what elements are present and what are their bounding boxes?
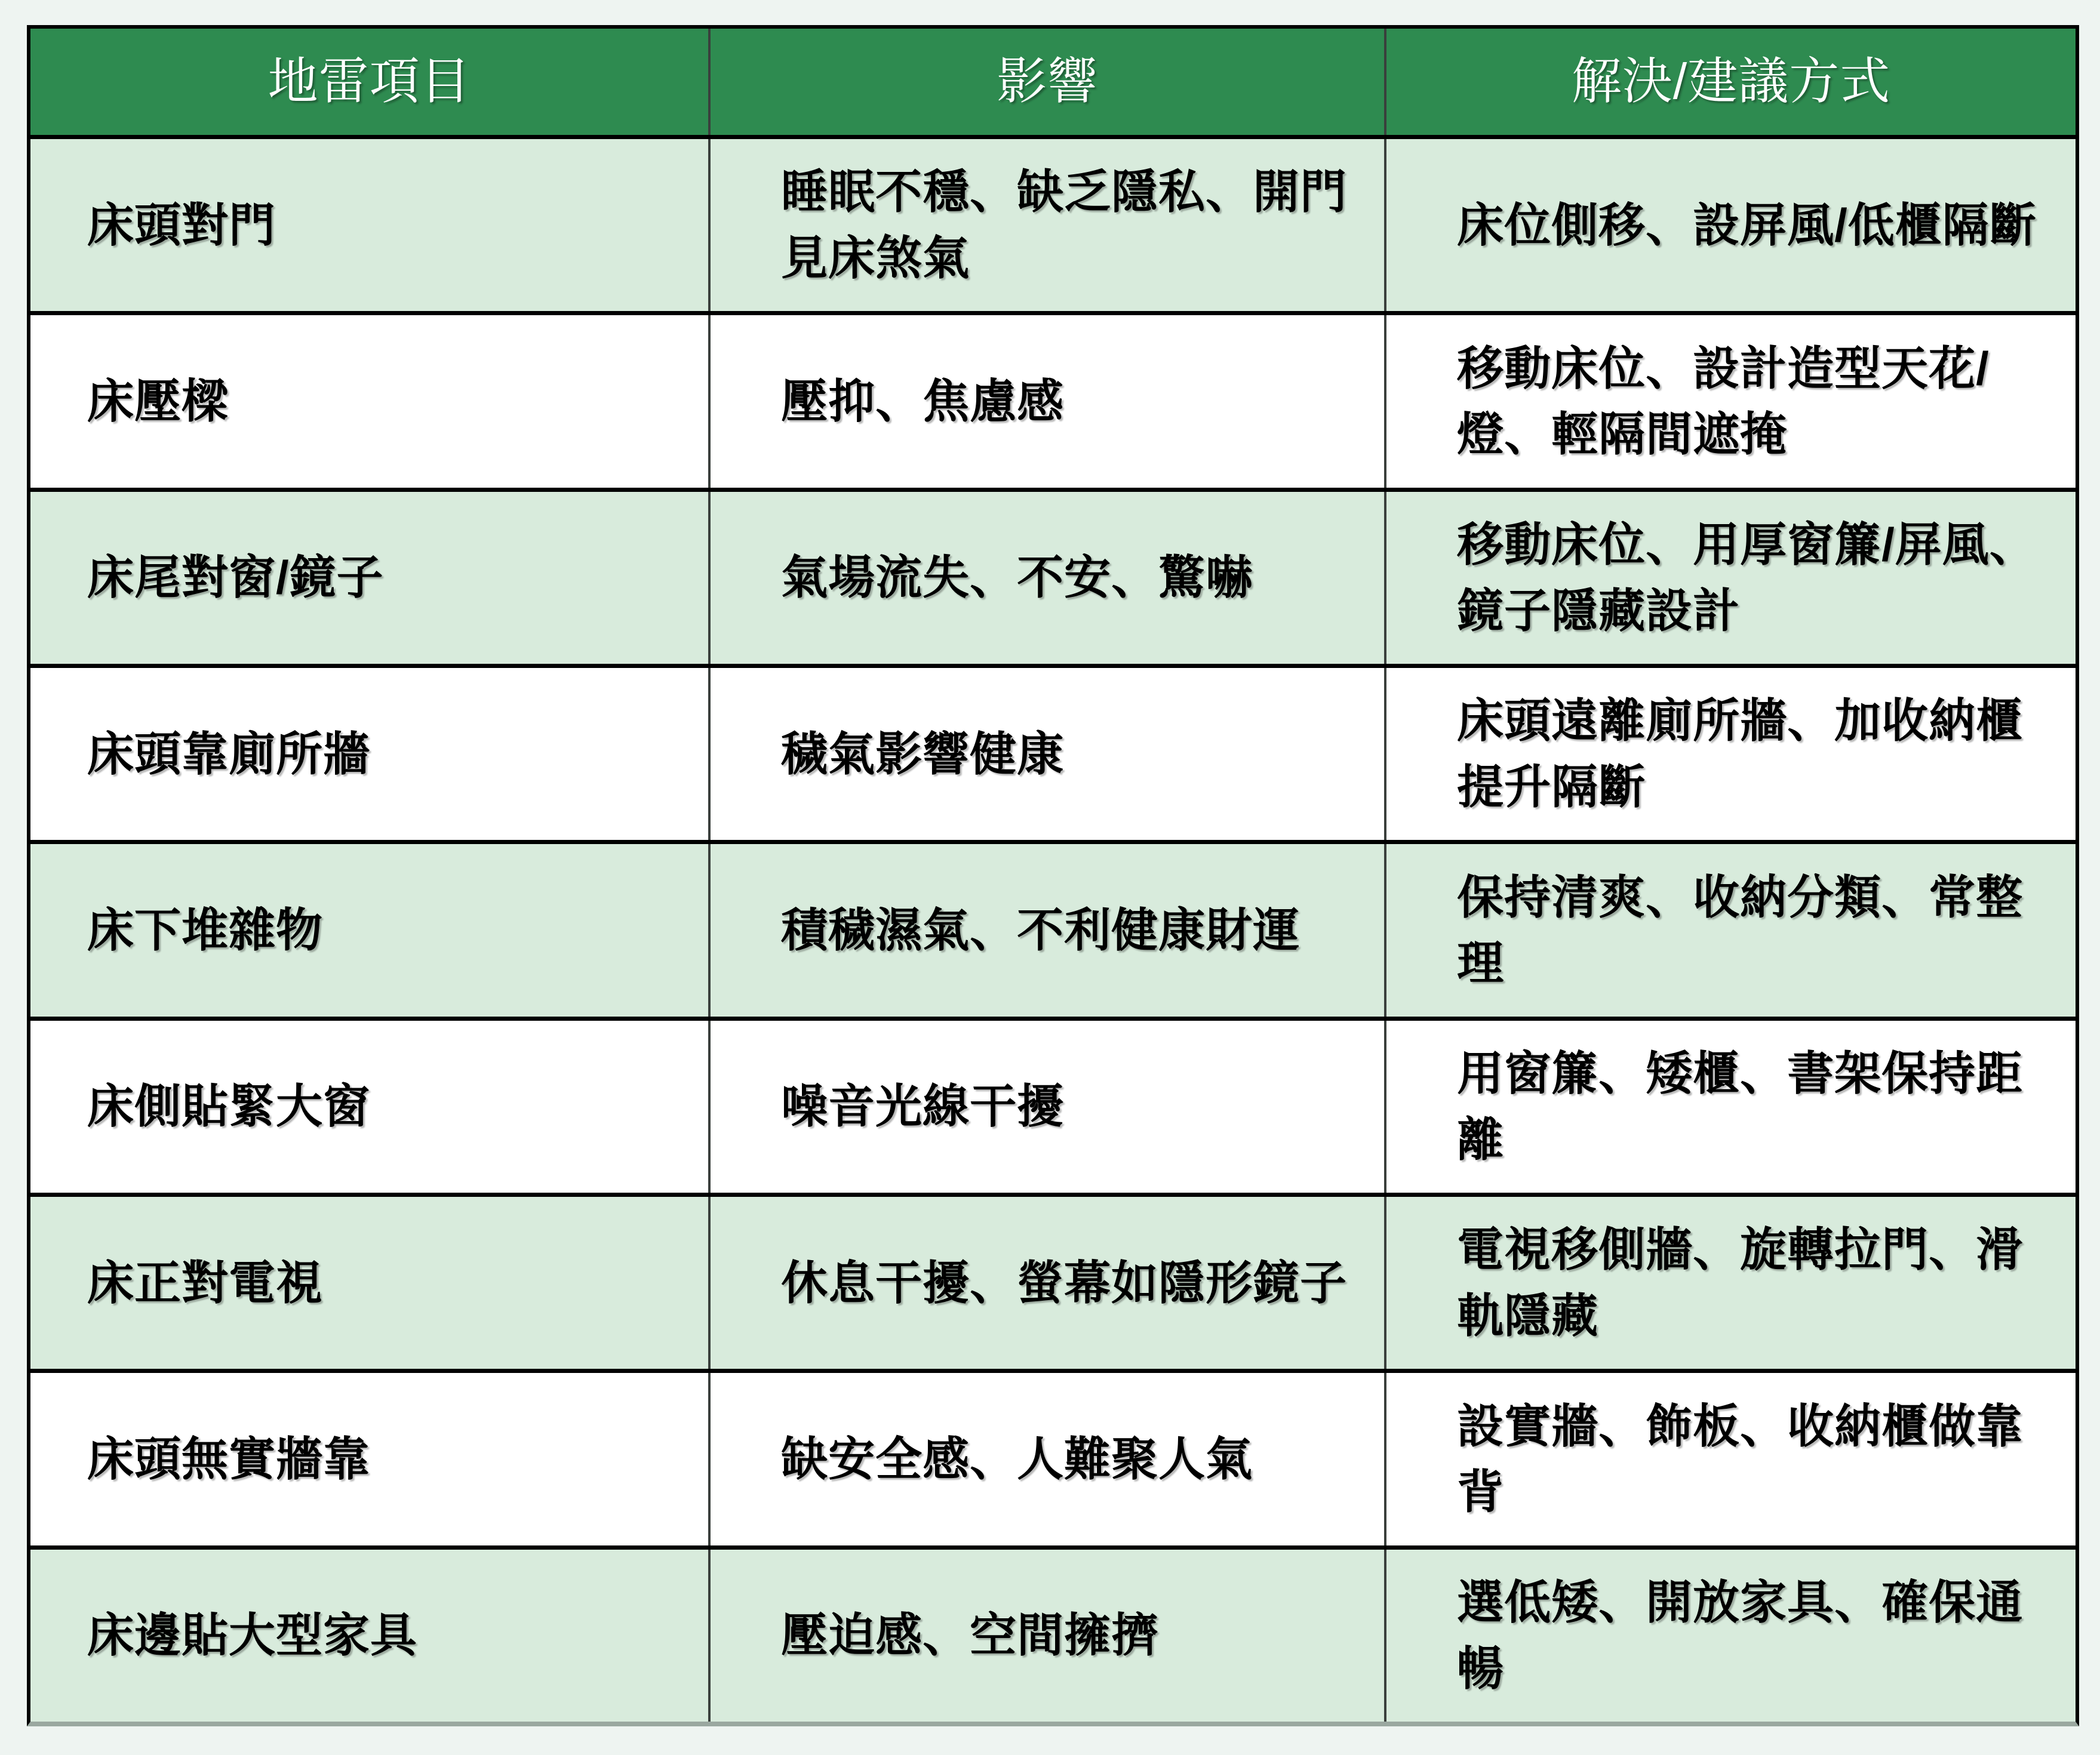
header-cell-item: 地雷項目 <box>30 29 711 135</box>
cell-effect: 氣場流失、不安、驚嚇 <box>711 492 1386 664</box>
table-row <box>30 315 2076 491</box>
table-row <box>30 139 2076 315</box>
cell-solution: 床頭遠離廁所牆、加收納櫃提升隔斷 <box>1457 694 2024 814</box>
cell-item: 床尾對窗/鏡子 <box>30 492 711 664</box>
fengshui-table <box>27 25 2079 1726</box>
cell-item: 床正對電視 <box>30 1197 711 1369</box>
table-row <box>30 668 2076 844</box>
table-row <box>30 1021 2076 1197</box>
cell-solution: 床位側移、設屏風/低櫃隔斷 <box>1457 198 2037 251</box>
cell-effect: 噪音光線干擾 <box>711 1021 1386 1193</box>
table-row <box>30 492 2076 668</box>
cell-effect: 休息干擾、螢幕如隱形鏡子 <box>711 1197 1386 1369</box>
table-row <box>30 1197 2076 1373</box>
cell-item: 床邊貼大型家具 <box>30 1550 711 1722</box>
cell-effect: 睡眠不穩、缺乏隱私、開門見床煞氣 <box>711 139 1386 311</box>
table-row <box>30 844 2076 1020</box>
cell-effect: 壓抑、焦慮感 <box>711 315 1386 487</box>
cell-solution: 保持清爽、收納分類、常整理 <box>1457 870 2024 990</box>
table-row <box>30 1550 2076 1722</box>
cell-effect: 壓迫感、空間擁擠 <box>711 1550 1386 1722</box>
table-row <box>30 1373 2076 1549</box>
cell-effect: 積穢濕氣、不利健康財運 <box>711 844 1386 1016</box>
cell-item: 床下堆雜物 <box>30 844 711 1016</box>
cell-solution: 設實牆、飾板、收納櫃做靠背 <box>1457 1399 2024 1519</box>
cell-item: 床頭無實牆靠 <box>30 1373 711 1545</box>
cell-item: 床壓樑 <box>30 315 711 487</box>
table-header-row <box>30 29 2076 139</box>
cell-item: 床頭靠廁所牆 <box>30 668 711 840</box>
cell-solution: 選低矮、開放家具、確保通暢 <box>1457 1576 2024 1695</box>
cell-solution: 電視移側牆、旋轉拉門、滑軌隱藏 <box>1457 1223 2024 1343</box>
cell-solution: 用窗簾、矮櫃、書架保持距離 <box>1457 1047 2024 1166</box>
cell-solution: 移動床位、設計造型天花/燈、輕隔間遮掩 <box>1457 341 1990 461</box>
header-cell-effect: 影響 <box>711 29 1386 135</box>
cell-effect: 穢氣影響健康 <box>711 668 1386 840</box>
cell-item: 床側貼緊大窗 <box>30 1021 711 1193</box>
cell-solution: 移動床位、用厚窗簾/屏風、鏡子隱藏設計 <box>1457 518 2037 637</box>
cell-item: 床頭對門 <box>30 139 711 311</box>
cell-effect: 缺安全感、人難聚人氣 <box>711 1373 1386 1545</box>
header-cell-solution: 解決/建議方式 <box>1571 53 1891 110</box>
